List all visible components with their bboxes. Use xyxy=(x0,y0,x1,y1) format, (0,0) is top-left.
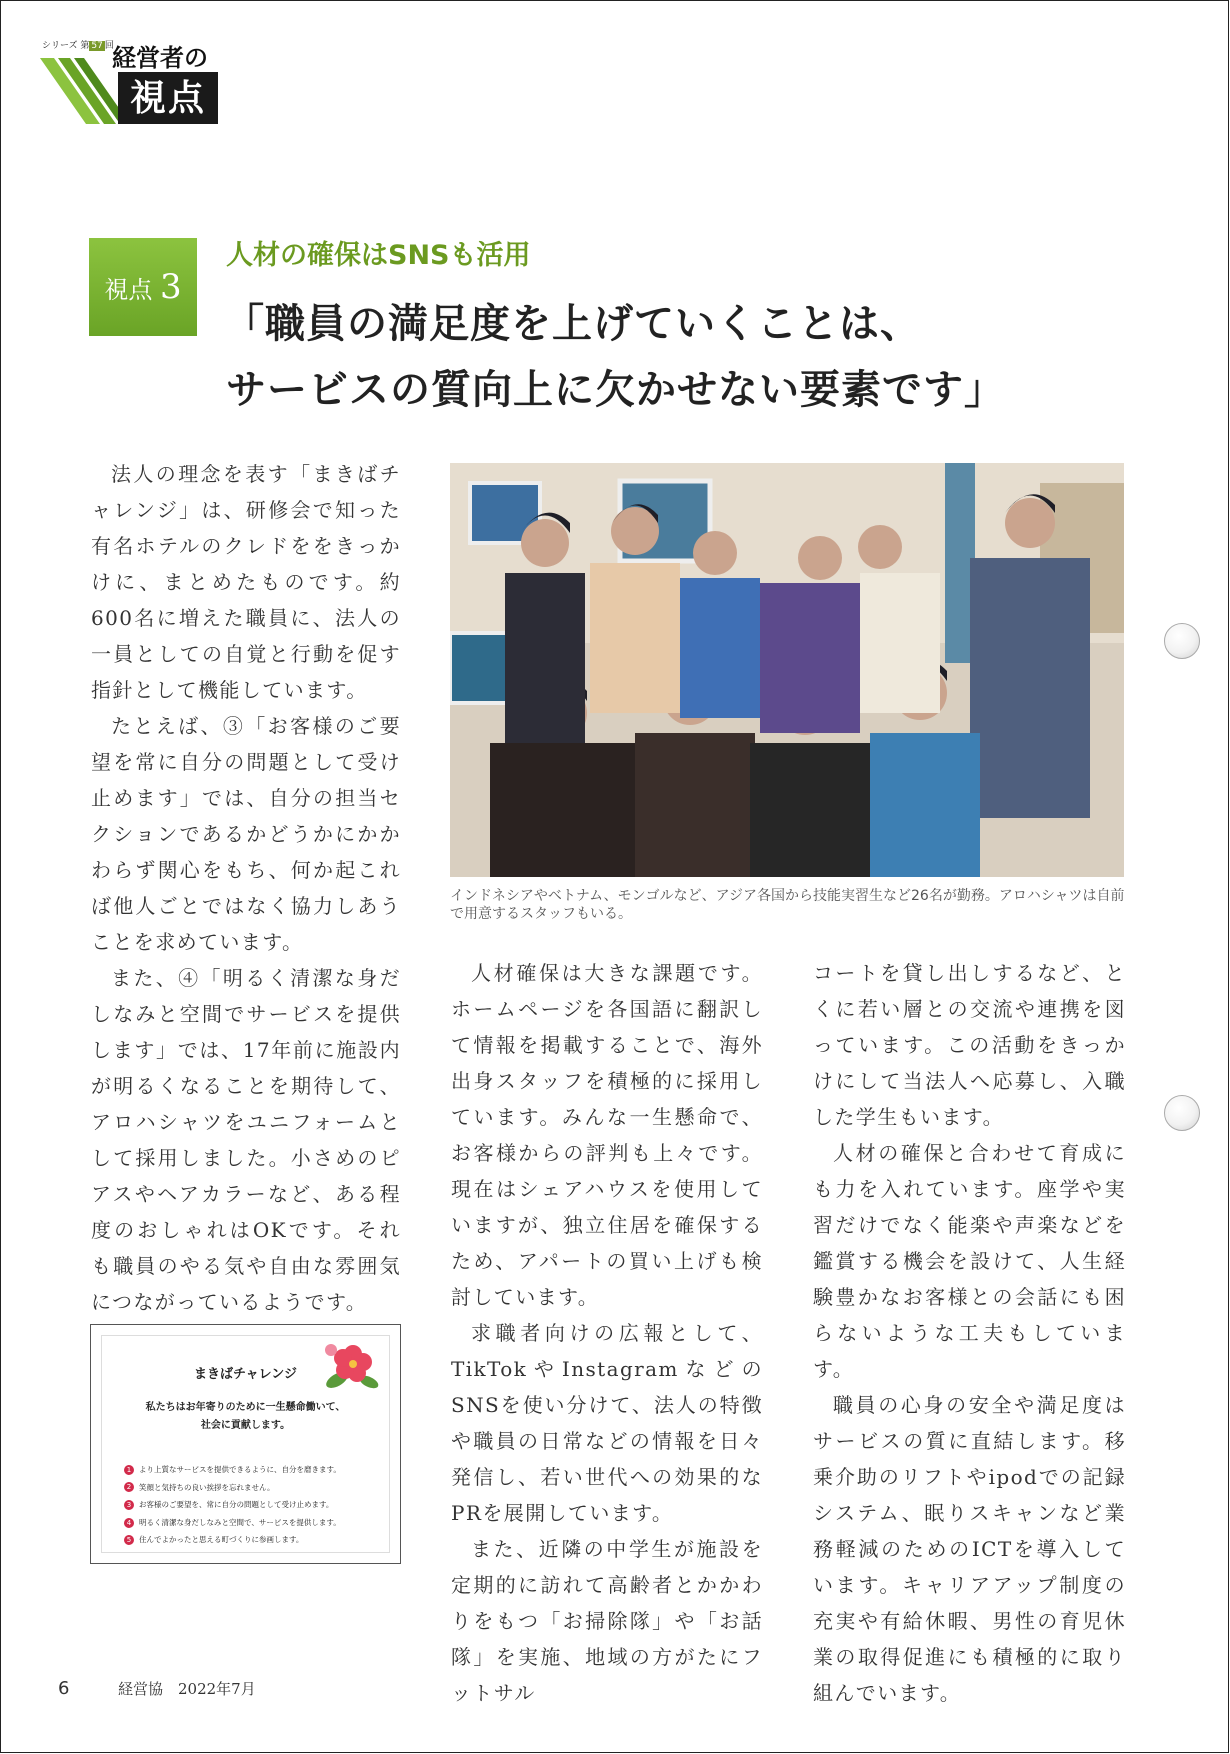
headline-line-2: サービスの質向上に欠かせない要素です」 xyxy=(226,367,1005,413)
card-motto xyxy=(132,1399,359,1435)
section-subheading: 人材の確保はSNSも活用 xyxy=(226,240,531,271)
paragraph: 求職者向けの広報として、TikTokやInstagramなどのSNSを使い分けて、法人の特徴や職員の日常などの情報を日々発信し、若い世代への効果的なPRを展開しています。 xyxy=(451,1321,763,1525)
card-item-text: お客様のご要望を、常に自分の問題として受け止めます。 xyxy=(139,1500,334,1510)
headline-line-1: 「職員の満足度を上げていくことは、 xyxy=(224,301,921,347)
makiba-challenge-card xyxy=(90,1324,401,1564)
number-badge-icon: 5 xyxy=(124,1535,134,1545)
card-motto-line: 私たちはお年寄りのために一生懸命働いて、 xyxy=(145,1402,346,1413)
viewpoint-badge-number: 3 xyxy=(160,267,182,307)
card-item-text: より上質なサービスを提供できるように、自分を磨きます。 xyxy=(139,1465,341,1474)
series-title-small: 経営者の xyxy=(112,43,208,72)
paragraph: また、④「明るく清潔な身だしなみと空間でサービスを提供します」では、17年前に施設内が明るくなることを期待して、アロハシャツをユニフォームとして採用しました。小さめのピアスやヘアカラーなど、ある程度のおしゃれはOKです。それも職員のやる気や自由な雰囲気につながっているようです。 xyxy=(91,966,401,1314)
card-items xyxy=(124,1461,341,1549)
number-badge-icon: 4 xyxy=(124,1518,134,1528)
series-title-large: 視点 xyxy=(118,72,218,124)
body-column-3 xyxy=(813,955,1126,1711)
paragraph: 職員の心身の安全や満足度はサービスの質に直結します。移乗介助のリフトやipodでの記録システム、眠りスキャンなど業務軽減のためのICTを導入しています。キャリアアップ制度の充実や有給休暇、男性の育児休業の取得促進にも積極的に取り組んでいます。 xyxy=(813,1393,1126,1705)
body-column-1 xyxy=(91,456,401,1320)
magazine-issue: 経営協 2022年7月 xyxy=(118,1680,256,1698)
card-item xyxy=(124,1531,341,1549)
card-item-text: 明るく清潔な身だしなみと空間で、サービスを提供します。 xyxy=(139,1517,341,1527)
card-item-text: 住んでよかったと思える町づくりに参画します。 xyxy=(139,1535,304,1545)
paragraph: また、近隣の中学生が施設を定期的に訪れて高齢者とかかわりをもつ「お掃除隊」や「お話隊」を実施、地域の方がたにフットサル xyxy=(451,1537,763,1705)
photo-caption: インドネシアやベトナム、モンゴルなど、アジア各国から技能実習生など26名が勤務。アロハシャツは自前で用意するスタッフもいる。 xyxy=(450,888,1125,922)
staff-group-photo xyxy=(450,463,1124,877)
series-label xyxy=(42,38,114,51)
card-item xyxy=(124,1514,341,1532)
card-title: まきばチャレンジ xyxy=(194,1367,297,1382)
paragraph: たとえば、③「お客様のご要望を常に自分の問題として受け止めます」では、自分の担当セクションであるかどうかにかかわらず関心をもち、何か起これば他人ごとではなく協力しあうことを求めています。 xyxy=(91,714,401,954)
paragraph: 法人の理念を表す「まきばチャレンジ」は、研修会で知った有名ホテルのクレドををきっかけに、まとめたものです。約600名に増えた職員に、法人の一員としての自覚と行動を促す指針として機能しています。 xyxy=(91,462,401,702)
binder-ring-icon xyxy=(1164,1095,1200,1131)
page-number: 6 xyxy=(58,1678,70,1699)
paragraph: コートを貸し出しするなど、とくに若い層との交流や連携を図っています。この活動をきっかけにして当法人へ応募し、入職した学生もいます。 xyxy=(813,961,1126,1129)
card-motto-line: 社会に貢献します。 xyxy=(200,1420,291,1431)
paragraph: 人材確保は大きな課題です。ホームページを各国語に翻訳して情報を掲載することで、海外出身スタッフを積極的に採用しています。みんな一生懸命で、お客様からの評判も上々です。現在はシェアハウスを使用していますが、独立住居を確保するため、アパートの買い上げも検討しています。 xyxy=(451,961,763,1309)
series-prefix: シリーズ 第 xyxy=(42,41,90,51)
series-suffix: 回 xyxy=(104,41,114,51)
card-item xyxy=(124,1461,341,1479)
binder-ring-icon xyxy=(1164,623,1200,659)
number-badge-icon: 3 xyxy=(124,1500,134,1510)
series-number: 57 xyxy=(91,41,103,51)
body-column-2 xyxy=(451,955,763,1711)
card-item-text: 笑顔と気持ちの良い挨拶を忘れません。 xyxy=(139,1482,275,1492)
card-item xyxy=(124,1496,341,1514)
number-badge-icon: 1 xyxy=(124,1465,134,1475)
paragraph: 人材の確保と合わせて育成にも力を入れています。座学や実習だけでなく能楽や声楽などを鑑賞する機会を設けて、人生経験豊かなお客様との会話にも困らないような工夫もしています。 xyxy=(813,1141,1126,1381)
number-badge-icon: 2 xyxy=(124,1482,134,1492)
viewpoint-badge-label: 視点 xyxy=(104,276,153,304)
viewpoint-badge xyxy=(89,238,197,336)
card-inner-frame xyxy=(101,1335,390,1553)
card-item xyxy=(124,1479,341,1497)
